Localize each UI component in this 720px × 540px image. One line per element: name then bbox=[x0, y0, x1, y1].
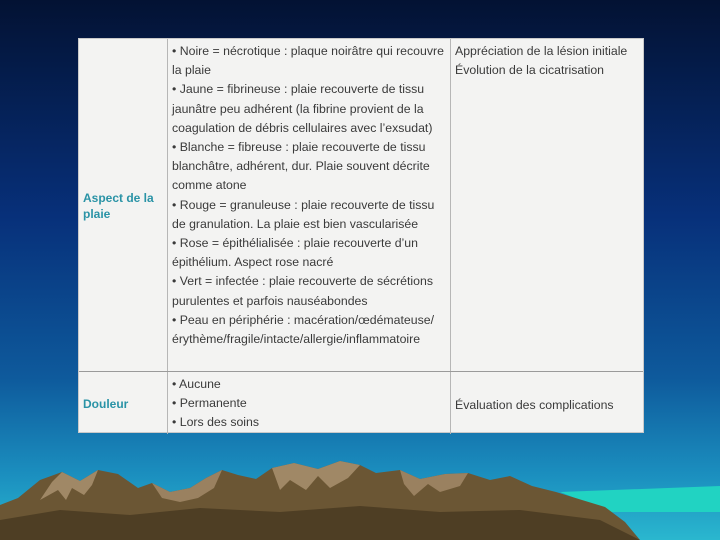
table-row bbox=[79, 372, 643, 434]
list-item: • Vert = infectée : plaie recouverte de sécrétions purulentes et parfois nauséabondes bbox=[172, 272, 450, 310]
list-item: • Blanche = fibreuse : plaie recouverte de tissu blanchâtre, adhérent, dur. Plaie souvent décrite comme atone bbox=[172, 138, 450, 196]
row-label-douleur: Douleur bbox=[83, 397, 129, 411]
description-cell bbox=[168, 372, 451, 434]
evaluation-line: Appréciation de la lésion initiale bbox=[455, 44, 628, 58]
row-label-cell bbox=[79, 39, 168, 371]
list-item: • Jaune = fibrineuse : plaie recouverte de tissu jaunâtre peu adhérent (la fibrine provient de la coagulation de débris cellulaires avec l’exsudat) bbox=[172, 80, 450, 138]
list-item: • Rouge = granuleuse : plaie recouverte de tissu de granulation. La plaie est bien vascularisée bbox=[172, 196, 450, 234]
list-item: • Aucune bbox=[172, 375, 450, 394]
row-label-aspect: Aspect de la plaie bbox=[83, 191, 154, 221]
evaluation-cell bbox=[451, 372, 645, 434]
description-cell bbox=[168, 39, 451, 371]
wound-assessment-table bbox=[78, 38, 644, 433]
evaluation-line: Évaluation des complications bbox=[455, 398, 614, 412]
list-item: • Permanente bbox=[172, 394, 450, 413]
wound-aspect-list bbox=[172, 42, 450, 349]
evaluation-text bbox=[455, 42, 643, 80]
pain-list bbox=[172, 375, 450, 432]
list-item: • Rose = épithélialisée : plaie recouverte d’un épithélium. Aspect rose nacré bbox=[172, 234, 450, 272]
list-item: • Peau en périphérie : macération/œdémateuse/ érythème/fragile/intacte/allergie/inflammatoire bbox=[172, 311, 450, 349]
evaluation-cell bbox=[451, 39, 645, 371]
list-item: • Noire = nécrotique : plaque noirâtre qui recouvre la plaie bbox=[172, 42, 450, 80]
table-row bbox=[79, 39, 643, 372]
row-label-cell bbox=[79, 372, 168, 434]
evaluation-line: Évolution de la cicatrisation bbox=[455, 63, 605, 77]
list-item: • Lors des soins bbox=[172, 413, 450, 432]
